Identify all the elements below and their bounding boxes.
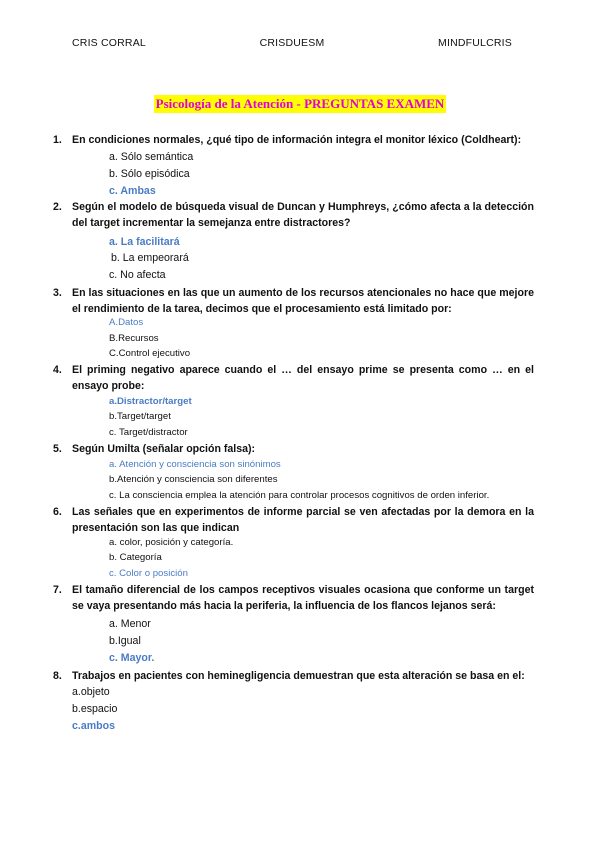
question-1: [53, 132, 534, 148]
option-2b: b. La empeorará: [111, 252, 189, 264]
question-text: Las señales que en experimentos de informe parcial se ven afectadas por la demora en la presentación son las que indican: [72, 506, 534, 534]
question-number: 1.: [53, 134, 62, 146]
question-8: [53, 668, 534, 684]
option-3b: B.Recursos: [109, 333, 159, 344]
option-8b: b.espacio: [72, 703, 118, 715]
page-header: [72, 37, 512, 49]
option-6b: b. Categoría: [109, 552, 162, 563]
option-7b: b.Igual: [109, 635, 141, 647]
header-right: MINDFULCRIS: [438, 37, 512, 49]
option-1b: b. Sólo episódica: [109, 168, 190, 180]
option-6c-correct: c. Color o posición: [109, 568, 188, 579]
header-left: CRIS CORRAL: [72, 37, 146, 49]
question-number: 2.: [53, 201, 62, 213]
option-5c: c. La consciencia emplea la atención para controlar procesos cognitivos de orden inferior.: [109, 490, 490, 501]
option-4b: b.Target/target: [109, 411, 171, 422]
question-4: [53, 362, 534, 394]
option-2c: c. No afecta: [109, 269, 166, 281]
option-3c: C.Control ejecutivo: [109, 348, 191, 359]
option-5a-correct: a. Atención y consciencia son sinónimos: [109, 459, 281, 470]
option-2a-correct: a. La facilitará: [109, 236, 180, 248]
question-7: [53, 582, 534, 614]
header-center: CRISDUESM: [259, 37, 325, 49]
question-number: 5.: [53, 443, 62, 455]
question-text: El tamaño diferencial de los campos receptivos visuales ocasiona que conforme un target se vaya presentando más hacia la periferia, la influencia de los flancos lejanos será:: [72, 584, 534, 612]
title-block: [0, 95, 600, 113]
option-8a: a.objeto: [72, 686, 110, 698]
option-8c-correct: c.ambos: [72, 720, 115, 732]
question-5: [53, 441, 534, 457]
question-text: Trabajos en pacientes con heminegligencia demuestran que esta alteración se basa en el:: [72, 670, 525, 682]
option-4a-correct: a.Distractor/target: [109, 396, 192, 407]
option-7a: a. Menor: [109, 618, 151, 630]
question-number: 3.: [53, 287, 62, 299]
option-5b: b.Atención y consciencia son diferentes: [109, 474, 278, 485]
option-4c: c. Target/distractor: [109, 427, 188, 438]
question-number: 4.: [53, 364, 62, 376]
question-text: En condiciones normales, ¿qué tipo de información integra el monitor léxico (Coldheart):: [72, 134, 522, 146]
option-1a: a. Sólo semántica: [109, 151, 194, 163]
question-text: Según Umilta (señalar opción falsa):: [72, 443, 256, 455]
option-7c-correct: c. Mayor.: [109, 652, 155, 664]
question-number: 6.: [53, 506, 62, 518]
question-3: [53, 285, 534, 317]
page-title: Psicología de la Atención - PREGUNTAS EXAMEN: [155, 96, 445, 111]
question-text: El priming negativo aparece cuando el … del ensayo prime se presenta como … en el ensayo probe:: [72, 364, 534, 392]
option-3a-correct: A.Datos: [109, 317, 144, 328]
option-1c-correct: c. Ambas: [109, 185, 156, 197]
question-number: 7.: [53, 584, 62, 596]
question-text: Según el modelo de búsqueda visual de Duncan y Humphreys, ¿cómo afecta a la detección del target incrementar la semejanza entre distractores?: [72, 201, 534, 229]
question-number: 8.: [53, 670, 62, 682]
option-6a: a. color, posición y categoría.: [109, 537, 234, 548]
question-6: [53, 504, 534, 536]
question-2: [53, 199, 534, 231]
question-text: En las situaciones en las que un aumento de los recursos atencionales no hace que mejore el rendimiento de la tarea, decimos que el procesamiento está limitado por:: [72, 287, 534, 315]
